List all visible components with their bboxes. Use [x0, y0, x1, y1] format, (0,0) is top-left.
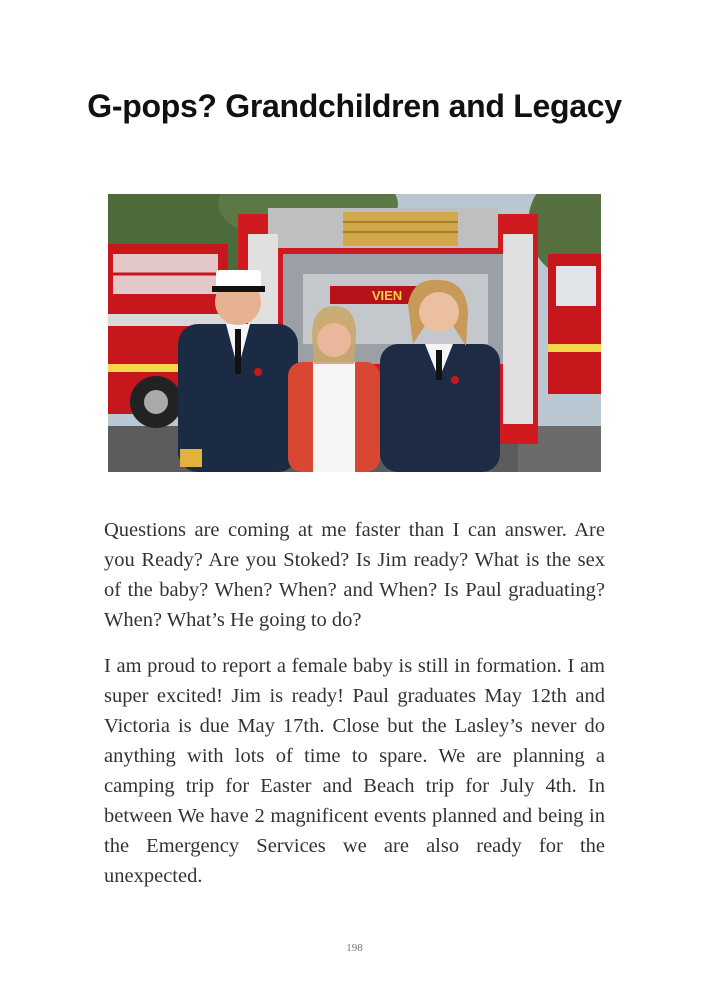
- family-photo: [108, 194, 601, 472]
- page-number: 198: [346, 942, 363, 954]
- body-text: [104, 515, 605, 907]
- paragraph-2: I am proud to report a female baby is still in formation. I am super excited! Jim is ready! Paul graduates May 12th and Victoria is due May 17th. Close but the Lasley’s never do anything with lots of time to spare. We are planning a camping trip for Easter and Beach trip for July 4th. In between We have 2 magnificent events planned and being in the Emergency Services we are also ready for the unexpected.: [104, 655, 605, 887]
- truck-sign: VIEN: [371, 288, 403, 303]
- paragraph-1: Questions are coming at me faster than I can answer. Are you Ready? Are you Stoked? Is Jim ready? What is the sex of the baby? When? When? and When? Is Paul graduating? When? What’s He going to do?: [104, 519, 605, 631]
- page-title: G-pops? Grandchildren and Legacy: [87, 88, 622, 124]
